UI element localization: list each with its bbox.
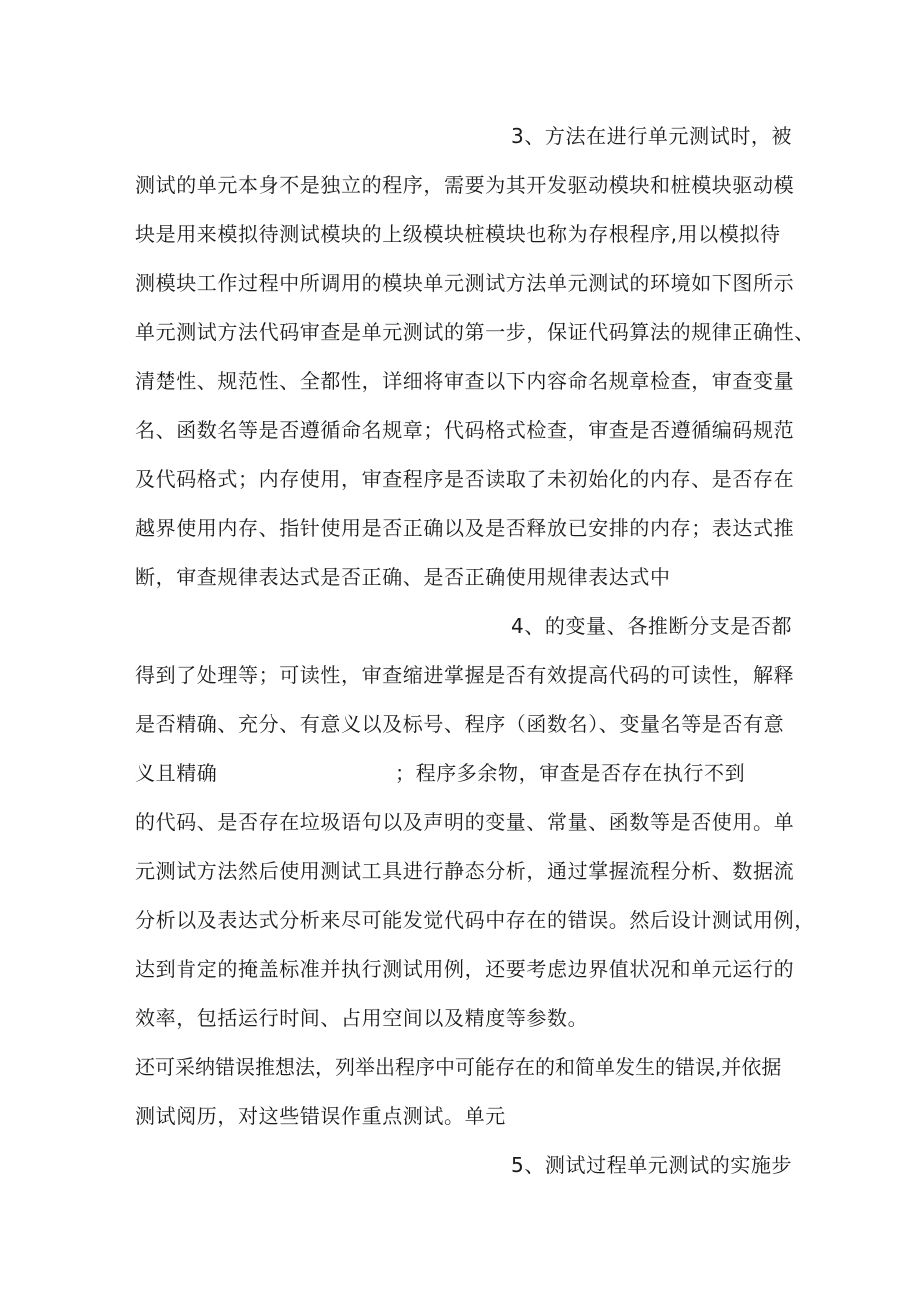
text-line: 单元测试方法代码审查是单元测试的第一步，保证代码算法的规律正确性、 [135, 320, 815, 344]
text-line: 及代码格式；内存使用，审查程序是否读取了未初始化的内存、是否存在 [135, 467, 795, 491]
text-line: 清楚性、规范性、全都性，详细将审查以下内容命名规章检查，审查变量 [135, 369, 795, 393]
text-line: 达到肯定的掩盖标准并执行测试用例，还要考虑边界值状况和单元运行的 [135, 957, 795, 981]
text-line: 越界使用内存、指针使用是否正确以及是否释放已安排的内存；表达式推 [135, 516, 795, 540]
text-line: 测试的单元本身不是独立的程序，需要为其开发驱动模块和桩模块驱动模 [135, 173, 795, 197]
text-line: 得到了处理等；可读性，审查缩进掌握是否有效提高代码的可读性，解释 [135, 663, 795, 687]
text-line: 元测试方法然后使用测试工具进行静态分析，通过掌握流程分析、数据流 [135, 859, 795, 883]
text-line: 的代码、是否存在垃圾语句以及声明的变量、常量、函数等是否使用。单 [135, 810, 795, 834]
text-line: 测模块工作过程中所调用的模块单元测试方法单元测试的环境如下图所示 [135, 271, 795, 295]
text-line: 3、方法在进行单元测试时，被 [511, 124, 793, 148]
text-line: 分析以及表达式分析来尽可能发觉代码中存在的错误。然后设计测试用例， [135, 908, 815, 932]
text-line: 测试阅历，对这些错误作重点测试。单元 [135, 1104, 506, 1128]
text-line: 义且精确 [135, 761, 218, 785]
text-line: 5、测试过程单元测试的实施步 [511, 1153, 793, 1177]
text-line: ；程序多余物，审查是否存在执行不到 [395, 761, 746, 785]
text-line: 名、函数名等是否遵循命名规章；代码格式检查，审查是否遵循编码规范 [135, 418, 795, 442]
text-line: 是否精确、充分、有意义以及标号、程序（函数名）、变量名等是否有意 [135, 712, 785, 736]
text-line: 4、的变量、各推断分支是否都 [511, 614, 793, 638]
text-line: 还可采纳错误推想法，列举出程序中可能存在的和简单发生的错误,并依据 [135, 1055, 782, 1079]
text-line: 效率，包括运行时间、占用空间以及精度等参数。 [135, 1006, 589, 1030]
text-line: 块是用来模拟待测试模块的上级模块桩模块也称为存根程序,用以模拟待 [135, 222, 781, 246]
text-line: 断，审查规律表达式是否正确、是否正确使用规律表达式中 [135, 565, 671, 589]
